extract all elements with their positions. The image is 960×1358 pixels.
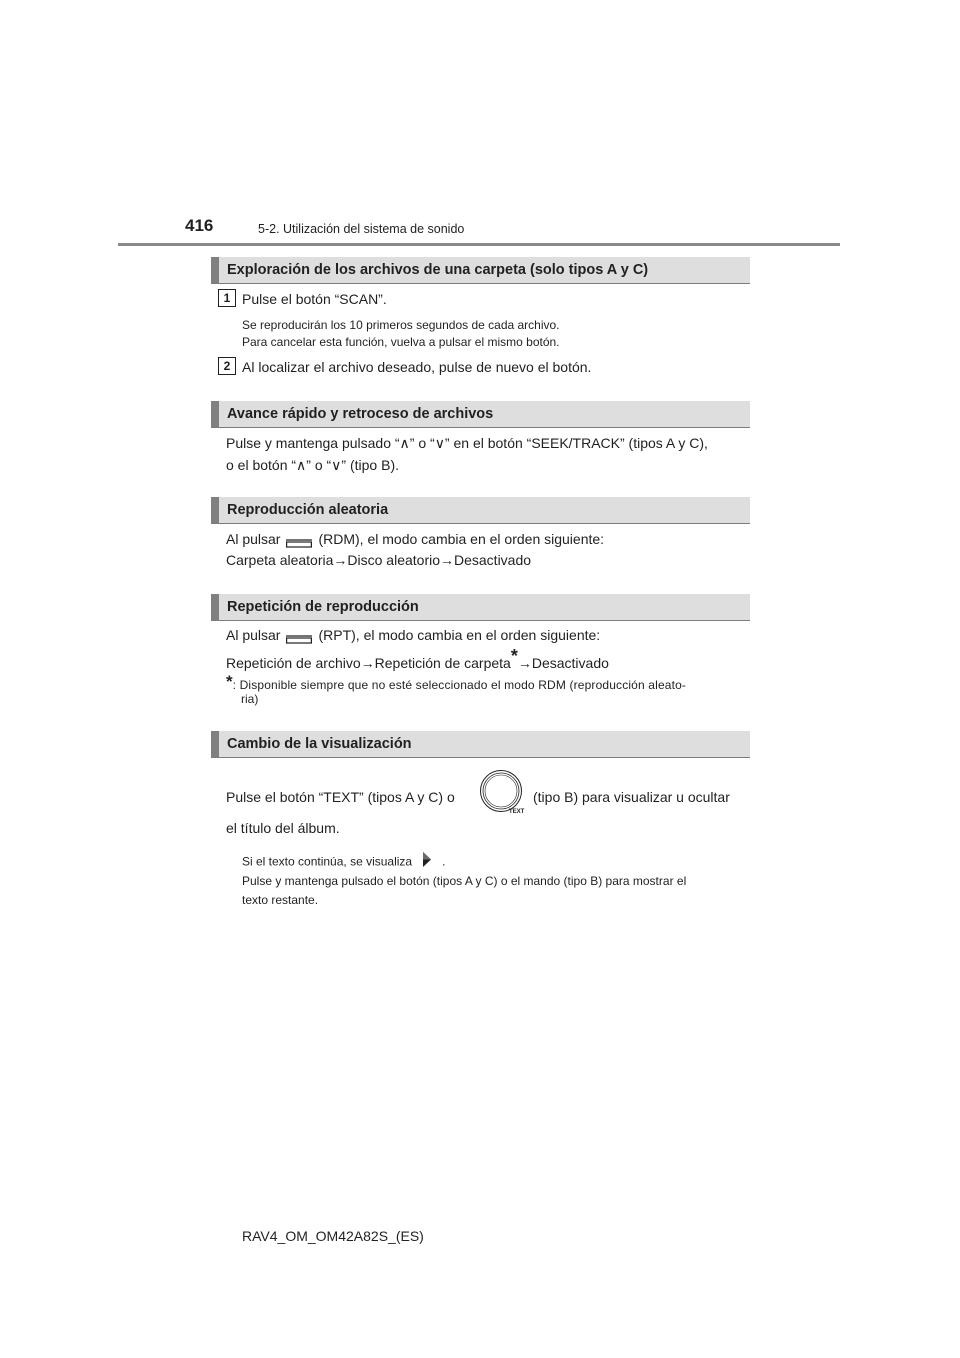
- display-note-1: [242, 851, 445, 874]
- section-title: Reproducción aleatoria: [227, 502, 389, 518]
- document-code: RAV4_OM_OM42A82S_(ES): [242, 1228, 424, 1244]
- section-reference: 5-2. Utilización del sistema de sonido: [258, 222, 465, 236]
- seek-line-2: o el botón “∧” o “∨” (tipo B).: [226, 457, 399, 473]
- display-note-2: Pulse y mantenga pulsado el botón (tipos A y C) o el mando (tipo B) para mostrar el: [242, 874, 687, 888]
- knob-label: TEXT: [509, 809, 525, 815]
- step-1-note-2: Para cancelar esta función, vuelva a pulsar el mismo botón.: [242, 335, 560, 349]
- repeat-line-2: [226, 647, 609, 672]
- repeat-line-2b: →Desactivado: [517, 655, 609, 671]
- heading-accent-bar: [211, 401, 219, 427]
- repeat-line-1: [226, 626, 600, 644]
- display-note-1-pre: Si el texto continúa, se visualiza: [242, 854, 413, 869]
- text-knob-icon: [479, 769, 527, 822]
- display-line-1-post: (tipo B) para visualizar u ocultar: [533, 789, 730, 805]
- random-line-1-pre: Al pulsar: [226, 531, 281, 547]
- heading-accent-bar: [211, 257, 219, 283]
- repeat-line-1-pre: Al pulsar: [226, 627, 281, 643]
- random-line-1-post: (RDM), el modo cambia en el orden siguiente:: [318, 531, 605, 547]
- section-heading-repeat: [211, 594, 750, 621]
- step-2-text: Al localizar el archivo deseado, pulse de nuevo el botón.: [242, 359, 592, 375]
- footnote-mark: *: [226, 672, 233, 691]
- random-line-1: [226, 530, 604, 548]
- random-line-2: Carpeta aleatoria→Disco aleatorio→Desactivado: [226, 552, 532, 568]
- repeat-line-2a: Repetición de archivo→Repetición de carpeta: [226, 655, 511, 671]
- heading-accent-bar: [211, 497, 219, 523]
- header-divider: [118, 243, 840, 246]
- seek-line-1: Pulse y mantenga pulsado “∧” o “∨” en el botón “SEEK/TRACK” (tipos A y C),: [226, 435, 708, 451]
- footnote-line-2: ria): [241, 692, 259, 706]
- continue-arrow-icon: [422, 851, 432, 872]
- section-title: Repetición de reproducción: [227, 599, 419, 615]
- section-heading-scan: [211, 257, 750, 284]
- display-line-1-pre: Pulse el botón “TEXT” (tipos A y C) o: [226, 789, 455, 805]
- section-title: Cambio de la visualización: [227, 736, 412, 752]
- display-line-2: el título del álbum.: [226, 820, 340, 836]
- display-note-3: texto restante.: [242, 893, 319, 907]
- repeat-line-1-post: (RPT), el modo cambia en el orden siguiente:: [318, 627, 601, 643]
- preset-button-icon: [286, 534, 312, 543]
- footnote-line-1: [226, 674, 686, 693]
- heading-accent-bar: [211, 731, 219, 757]
- section-heading-seek: [211, 401, 750, 428]
- footnote-asterisk: *: [510, 646, 518, 666]
- section-heading-random: [211, 497, 750, 524]
- step-1-note-1: Se reproducirán los 10 primeros segundos de cada archivo.: [242, 318, 560, 332]
- page-number: 416: [185, 216, 214, 235]
- step-number-2: 2: [218, 357, 236, 375]
- section-heading-display: [211, 731, 750, 758]
- preset-button-icon: [286, 630, 312, 639]
- step-number-1: 1: [218, 289, 236, 307]
- heading-accent-bar: [211, 594, 219, 620]
- display-note-1-post: .: [442, 854, 446, 869]
- section-title: Avance rápido y retroceso de archivos: [227, 406, 494, 422]
- step-1-text: Pulse el botón “SCAN”.: [242, 291, 387, 307]
- footnote-text-1: : Disponible siempre que no esté seleccionado el modo RDM (reproducción aleato-: [232, 678, 687, 692]
- section-title: Exploración de los archivos de una carpeta (solo tipos A y C): [227, 262, 649, 278]
